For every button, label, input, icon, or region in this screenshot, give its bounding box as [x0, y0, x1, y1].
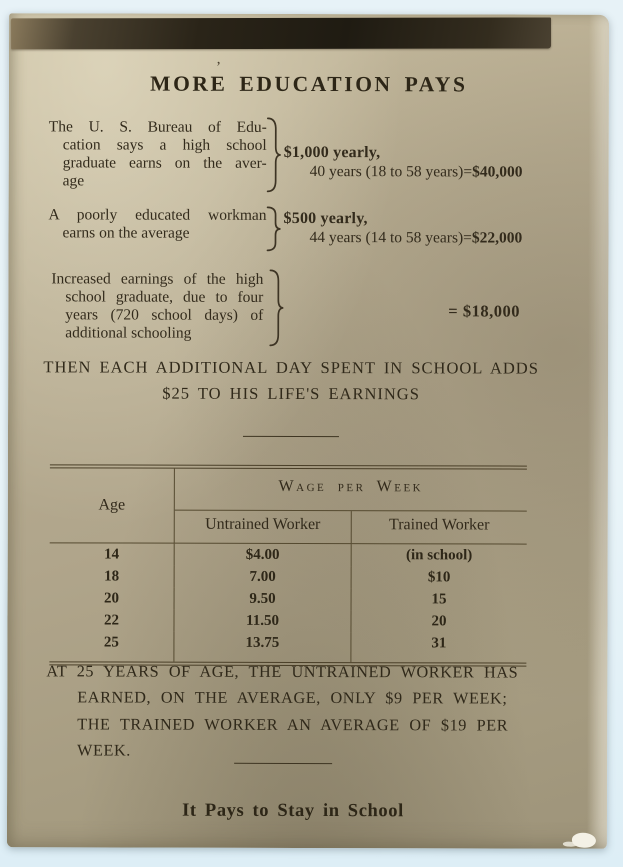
curly-brace-icon	[266, 117, 283, 193]
curly-brace-icon	[268, 269, 285, 347]
claim-1-line: cation says a high school	[62, 136, 267, 154]
table-cell-age: 25	[49, 631, 174, 661]
curly-brace-icon	[265, 206, 282, 252]
claim-1-text	[49, 118, 267, 191]
poster-title: MORE EDUCATION PAYS	[150, 71, 468, 97]
claim-3-line: school graduate, due to four	[65, 288, 264, 306]
claim-2-calc-text: 44 years (14 to 58 years)=	[309, 228, 472, 246]
claim-1-line: graduate earns on the aver-	[62, 154, 267, 172]
table-cell-trained: 20	[431, 613, 447, 630]
table-cell-age: 18	[50, 565, 175, 587]
claim-2-line: earns on the average	[62, 224, 190, 242]
table-cell-trained: $10	[427, 569, 451, 586]
claim-2-calculation	[283, 228, 522, 246]
claim-2-amount: $500 yearly,	[283, 209, 368, 228]
table-cell-trained: 15	[431, 591, 447, 608]
summary-line: THE TRAINED WORKER AN AVERAGE OF $19 PER	[77, 715, 509, 735]
claim-2-line: A poorly educated workman	[48, 206, 267, 224]
claim-3-line: additional schooling	[65, 324, 192, 342]
claim-1-calc-text: 40 years (18 to 58 years)=	[309, 162, 473, 180]
poster-slogan: It Pays to Stay in School	[182, 800, 404, 822]
photo-damage-spot	[572, 833, 596, 848]
table-header-untrained: Untrained Worker	[175, 511, 352, 544]
table-cell-untrained: $4.00	[175, 544, 352, 566]
claim-1-line: The U. S. Bureau of Edu-	[48, 118, 267, 136]
headline-line-1: THEN EACH ADDITIONAL DAY SPENT IN SCHOOL ADDS	[43, 357, 539, 378]
claim-1-figures	[284, 144, 523, 181]
table-header-age: Age	[50, 468, 175, 543]
table-cell-age: 14	[50, 543, 175, 565]
summary-line: AT 25 YEARS OF AGE, THE UNTRAINED WORKER HAS	[46, 662, 519, 682]
table-cell-untrained: 9.50	[175, 588, 352, 610]
table-cell-untrained: 11.50	[174, 610, 351, 632]
table-cell-untrained: 13.75	[174, 632, 351, 662]
table-cell-age: 22	[49, 609, 174, 631]
summary-line: EARNED, ON THE AVERAGE, ONLY $9 PER WEEK;	[77, 688, 508, 708]
poster-photo	[7, 13, 609, 849]
claim-3-result: = $18,000	[448, 301, 520, 321]
wage-table	[49, 464, 527, 666]
headline-line-2: $25 TO HIS LIFE'S EARNINGS	[162, 383, 420, 404]
table-cell-age: 20	[50, 587, 175, 609]
claim-2-total: $22,000	[471, 228, 523, 247]
photo-artifact-mark: ’	[215, 59, 221, 76]
claim-1-line: age	[62, 172, 85, 190]
claim-2-text	[48, 206, 266, 243]
photo-top-shadow	[11, 17, 551, 49]
claim-1-amount: $1,000 yearly,	[283, 143, 381, 162]
claim-3-text	[51, 270, 263, 343]
claim-2-figures	[283, 210, 522, 247]
claim-3-line: Increased earnings of the high	[51, 270, 264, 288]
table-header-trained: Trained Worker	[352, 511, 527, 544]
table-header-wage-per-week: Wage per Week	[175, 469, 527, 512]
table-cell-untrained: 7.00	[175, 566, 352, 588]
table-cell-trained: (in school)	[406, 547, 473, 564]
claim-1-total: $40,000	[472, 162, 523, 181]
table-cell-trained: 31	[431, 635, 447, 652]
summary-line: WEEK.	[77, 741, 131, 760]
divider-rule	[243, 436, 339, 437]
summary-paragraph	[46, 658, 576, 765]
claim-1-calculation	[284, 162, 523, 180]
claim-3-line: years (720 school days) of	[65, 306, 264, 324]
